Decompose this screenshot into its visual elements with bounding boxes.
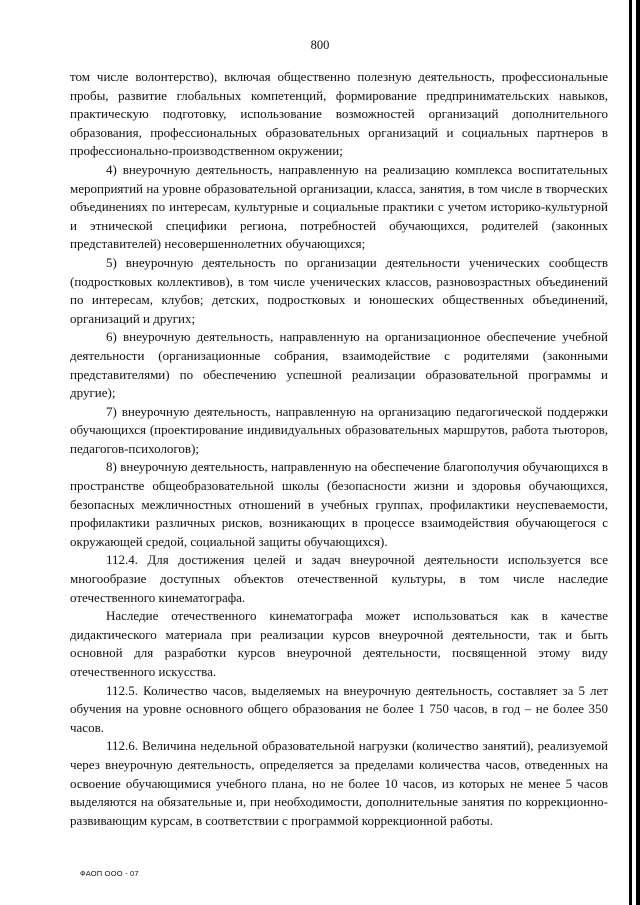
paragraph-item-6: 6) внеурочную деятельность, направленную на организационное обеспечение учебной деятельности (организационные собрания, взаимодействие с родителями (законными представителями) по обеспечению успешной реализации образовательной программы и другие); xyxy=(70,329,608,401)
paragraph-item-4: 4) внеурочную деятельность, направленную на реализацию комплекса воспитательных мероприятий на уровне образовательной организации, класса, занятия, в том числе в творческих объединениях по интересам, культурные и социальные практики с учетом историко-культурной и этнической специфики региона, потребностей обучающихся, родителей (законных представителей) несовершеннолетних обучающихся; xyxy=(70,161,608,252)
paragraph-film-heritage: Наследие отечественного кинематографа может использоваться как в качестве дидактического материала при реализации курсов внеурочной деятельности, так и быть основной для разработки курсов внеурочной деятельности, посвященной этому виду отечественного искусства. xyxy=(70,608,608,679)
paragraph-item-8: 8) внеурочную деятельность, направленную на обеспечение благополучия обучающихся в пространстве общеобразовательной школы (безопасности жизни и здоровья обучающихся, безопасных межличностных отношений в учебных группах, профилактики неуспеваемости, профилактики различных рисков, возникающих в процессе взаимодействия обучающегося с окружающей средой, социальной защиты обучающихся). xyxy=(70,459,608,549)
footer-doc-code: ФАОП ООО - 07 xyxy=(80,869,139,878)
scan-edge-border xyxy=(636,0,640,905)
paragraph-item-5: 5) внеурочную деятельность по организации деятельности ученических сообществ (подростковых коллективов), в том числе ученических классов, разновозрастных объединений по интересам, клубов; детских, подростковых и юношеских общественных объединений, организаций и других; xyxy=(70,254,608,326)
scan-edge-line xyxy=(629,0,632,905)
paragraph-item-7: 7) внеурочную деятельность, направленную на организацию педагогической поддержки обучающихся (проектирование индивидуальных образовательных маршрутов, работа тьюторов, педагогов-психологов); xyxy=(70,403,608,456)
paragraph-112-4: 112.4. Для достижения целей и задач внеурочной деятельности используется все многообразие доступных объектов отечественной культуры, в том числе наследие отечественного кинематографа. xyxy=(70,552,608,605)
body-text xyxy=(70,68,608,830)
paragraph-112-6: 112.6. Величина недельной образовательной нагрузки (количество занятий), реализуемой через внеурочную деятельность, определяется за пределами количества часов, отведенных на освоение обучающимися учебного плана, но не более 10 часов, из которых не менее 5 часов выделяются на обязательные и, при необходимости, дополнительные занятия по коррекционно-развивающим курсам, в соответствии с программой коррекционной работы. xyxy=(70,738,608,828)
paragraph-112-5: 112.5. Количество часов, выделяемых на внеурочную деятельность, составляет за 5 лет обучения на уровне основного общего образования не более 1 750 часов, в год – не более 350 часов. xyxy=(70,682,608,735)
paragraph-continuation: том числе волонтерство), включая общественно полезную деятельность, профессиональные пробы, развитие глобальных компетенций, формирование предпринимательских навыков, практическую подготовку, использование возможностей организаций дополнительного образования, профессиональных образовательных организаций и социальных партнеров в профессионально-производственном окружении; xyxy=(70,69,608,159)
page-number: 800 xyxy=(310,38,330,52)
